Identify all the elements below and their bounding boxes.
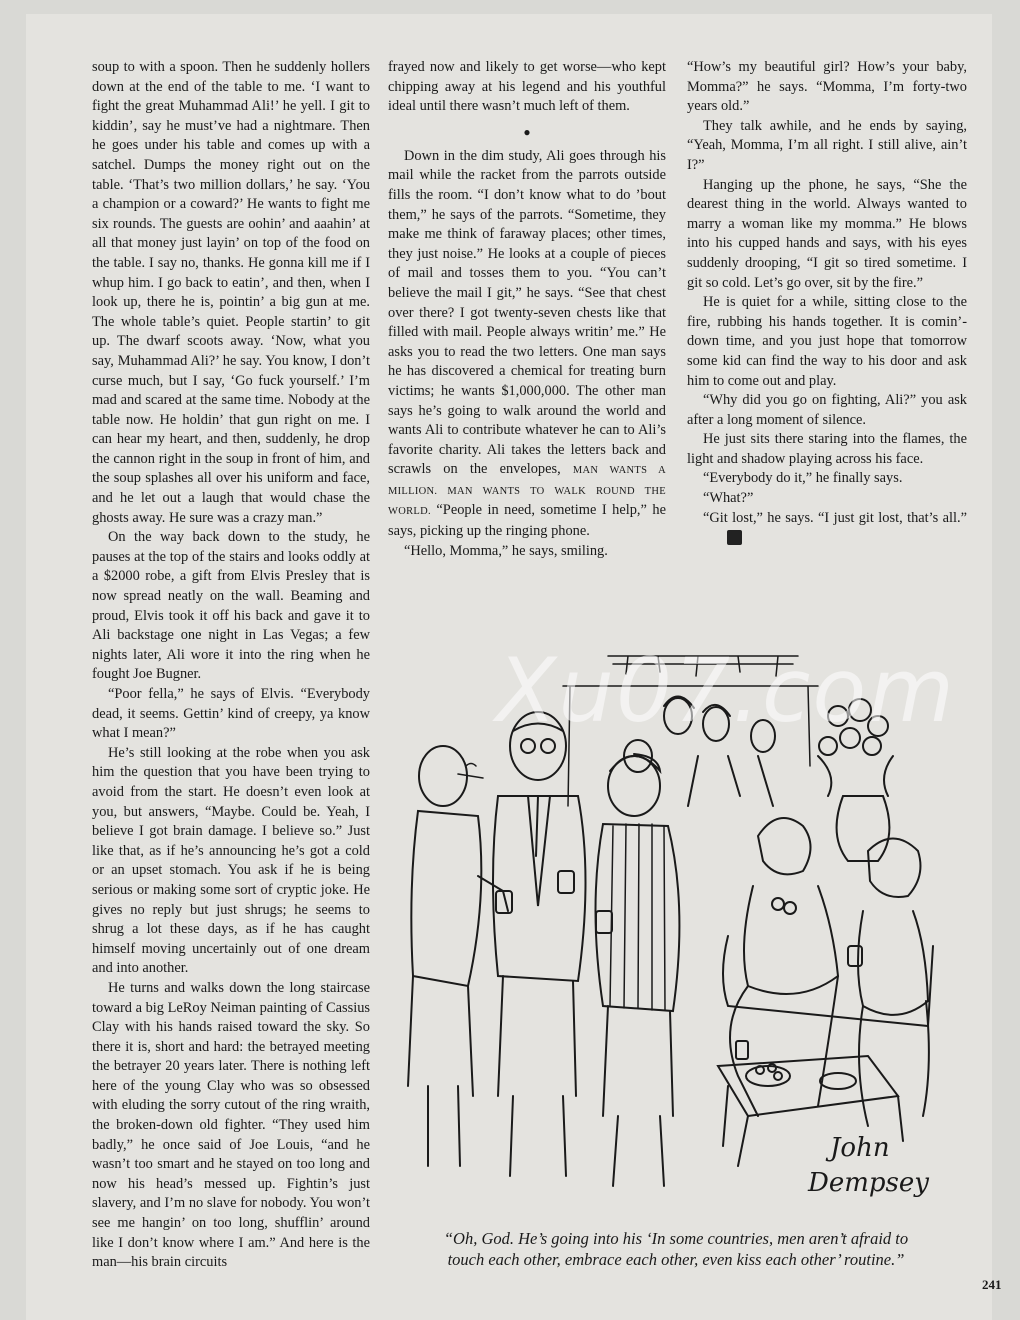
paragraph: He turns and walks down the long staircase toward a big LeRoy Neiman painting of Cassius Clay with his hands raised toward the sky. So there it is, short and hard: the betrayed meeting the betrayer 20 years later. There is nothing left here of the young Clay who was so obsessed with eluding the sorry cutout of the ring wraith, the broken-down old fighter. “They used him badly,” he once said of Joe Louis, “and he wasn’t too smart and he stayed on too long and now his head’s messed up. Fightin’s just slavery, and I’m no slave for nobody. You won’t see me hangin’ on too long, shufflin’ around like I don’t know where I am.” And here is the man—his brain circuits [92,979,370,1271]
signature-last: Dempsey [808,1168,929,1198]
paragraph [687,509,967,548]
paragraph: “How’s my beautiful girl? How’s your baby, Momma?” he says. “Momma, I’m forty-two years old.” [687,59,967,115]
paragraph: He’s still looking at the robe when you ask him the question that you have been trying to avoid from the start. He doesn’t even look at you, but answers, “Maybe. Could be. Yeah, I believe I got brain damage. I believe so.” Just like that, as if he’s announcing he’s got a cold or an upset stomach. You ask if he is being serious or making some sort of cryptic joke. He gives no reply but just shrugs; he seems to shrug a lot these days, as if he has caught himself moving uncertainly out of one dream and into another. [92,744,370,977]
paragraph-text: “People in need, sometime I help,” he says, picking up the ringing phone. [388,502,666,540]
cartoon-caption: “Oh, God. He’s going into his ‘In some countries, men aren’t afraid to touch each other, embrace each other, even kiss each other’ routine.” [443,1229,909,1269]
magazine-page [26,14,1002,1320]
paragraph-text: “Git lost,” he says. “I just git lost, that’s all.” [703,509,967,526]
paragraph [388,147,666,542]
text-column-3 [687,58,967,548]
page-number: 241 [982,1277,1002,1292]
paragraph: frayed now and likely to get worse—who kept chipping away at his legend and his youthful ideal until there wasn’t much left of them. [388,59,666,115]
paragraph: “Everybody do it,” he finally says. [703,470,903,487]
watermark: Xu07.com [496,639,956,742]
paragraph: On the way back down to the study, he pauses at the top of the stairs and looks oddly at a $2000 robe, a gift from Elvis Presley that is now spread neatly on the wall. Beaming and proud, Elvis took it off his back and gave it to Ali backstage one night in Las Vegas; a few nights later, Ali wore it into the ring when he fought Joe Bugner. [92,529,370,683]
paragraph: He just sits there staring into the flames, the light and shadow playing across his face. [687,431,967,467]
paragraph: “Hello, Momma,” he says, smiling. [404,542,608,559]
text-column-1 [92,58,370,1273]
section-separator: ● [523,124,531,139]
paragraph: He is quiet for a while, sitting close to the fire, rubbing his hands together. It is comin’-down time, and you just hope that tomorrow some kid can find the way to his door and ask him to come out and play. [687,294,967,389]
paragraph: “Poor fella,” he says of Elvis. “Everybody dead, it seems. Gettin’ kind of creepy, ya know what I mean?” [92,686,370,742]
signature-first: John [830,1133,890,1163]
paragraph: “What?” [703,490,754,507]
paragraph: soup to with a spoon. Then he suddenly hollers down at the end of the table to me. ‘I want to fight the great Muhammad Ali!’ he yell. I git to kiddin’, say he must’ve had a nightmare. Then he goes under his table and comes up with a satchel. Dumps the money right out on the table. ‘That’s two million dollars,’ he say. ‘You a champion or a coward?’ He wants to fight me six rounds. The guests are oohin’ and aaahin’ at all that money just layin’ on top of the food on the table. I say no, thanks. He gonna kill me if I whup him. I go back to eatin’, and then, when I look up, there he is, pointin’ a big gun at me. The whole table’s quiet. People startin’ to git up. The dwarf scoots away. ‘Now, what you say, Muhammad Ali?’ he say. You know, I don’t curse much, but I say, ‘Go fuck yourself.’ I’m mad and scared at the same time. Nobody at the table now. He holdin’ that gun right on me. I can hear my heart, and then, suddenly, he drop the cannon right in the soup in front of him, and the soup splashes all over his uniform and face, and he let out a laugh that would chase the ghosts away. He sure was a crazy man.” [92,59,370,526]
playboy-bunny-icon: ♞ [727,530,742,545]
text-column-2 [388,58,666,561]
small-caps-text: MAN WANTS A MILLION. MAN WANTS TO WALK ROUND THE WORLD. [388,465,667,518]
paragraph: Hanging up the phone, he says, “She the dearest thing in the world. Always wanted to marry a woman like my momma.” He blows into his cupped hands and says, with his eyes suddenly drooping, “I git so tired sometime. I git so cold. Let’s go over, sit by the fire.” [687,176,967,291]
paragraph: They talk awhile, and he ends by saying, “Yeah, Momma, I’m all right. I still alive, ain’t I?” [687,117,967,173]
paragraph-text: Down in the dim study, Ali goes through his mail while the racket from the parrots outside fills the room. “I don’t know what to do ’bout them,” he says of the parrots. “Sometime, they make me think of faraway places; other times, they just noise.” He looks at a couple of pieces of mail and tosses them to you. “You can’t believe the mail I git,” he says. “See that chest over there? I got twenty-seven chests like that filled with mail. People always writin’ me.” He asks you to read the two letters. One man says he has discovered a chemical for treating burn victims; he wants $1,000,000. The other man says he’s going to walk around the world and wants Ali to contribute whatever he can to Ali’s favorite charity. Ali takes the letters back and scrawls on the envelopes, [388,147,666,478]
paragraph: “Why did you go on fighting, Ali?” you ask after a long moment of silence. [687,392,967,428]
